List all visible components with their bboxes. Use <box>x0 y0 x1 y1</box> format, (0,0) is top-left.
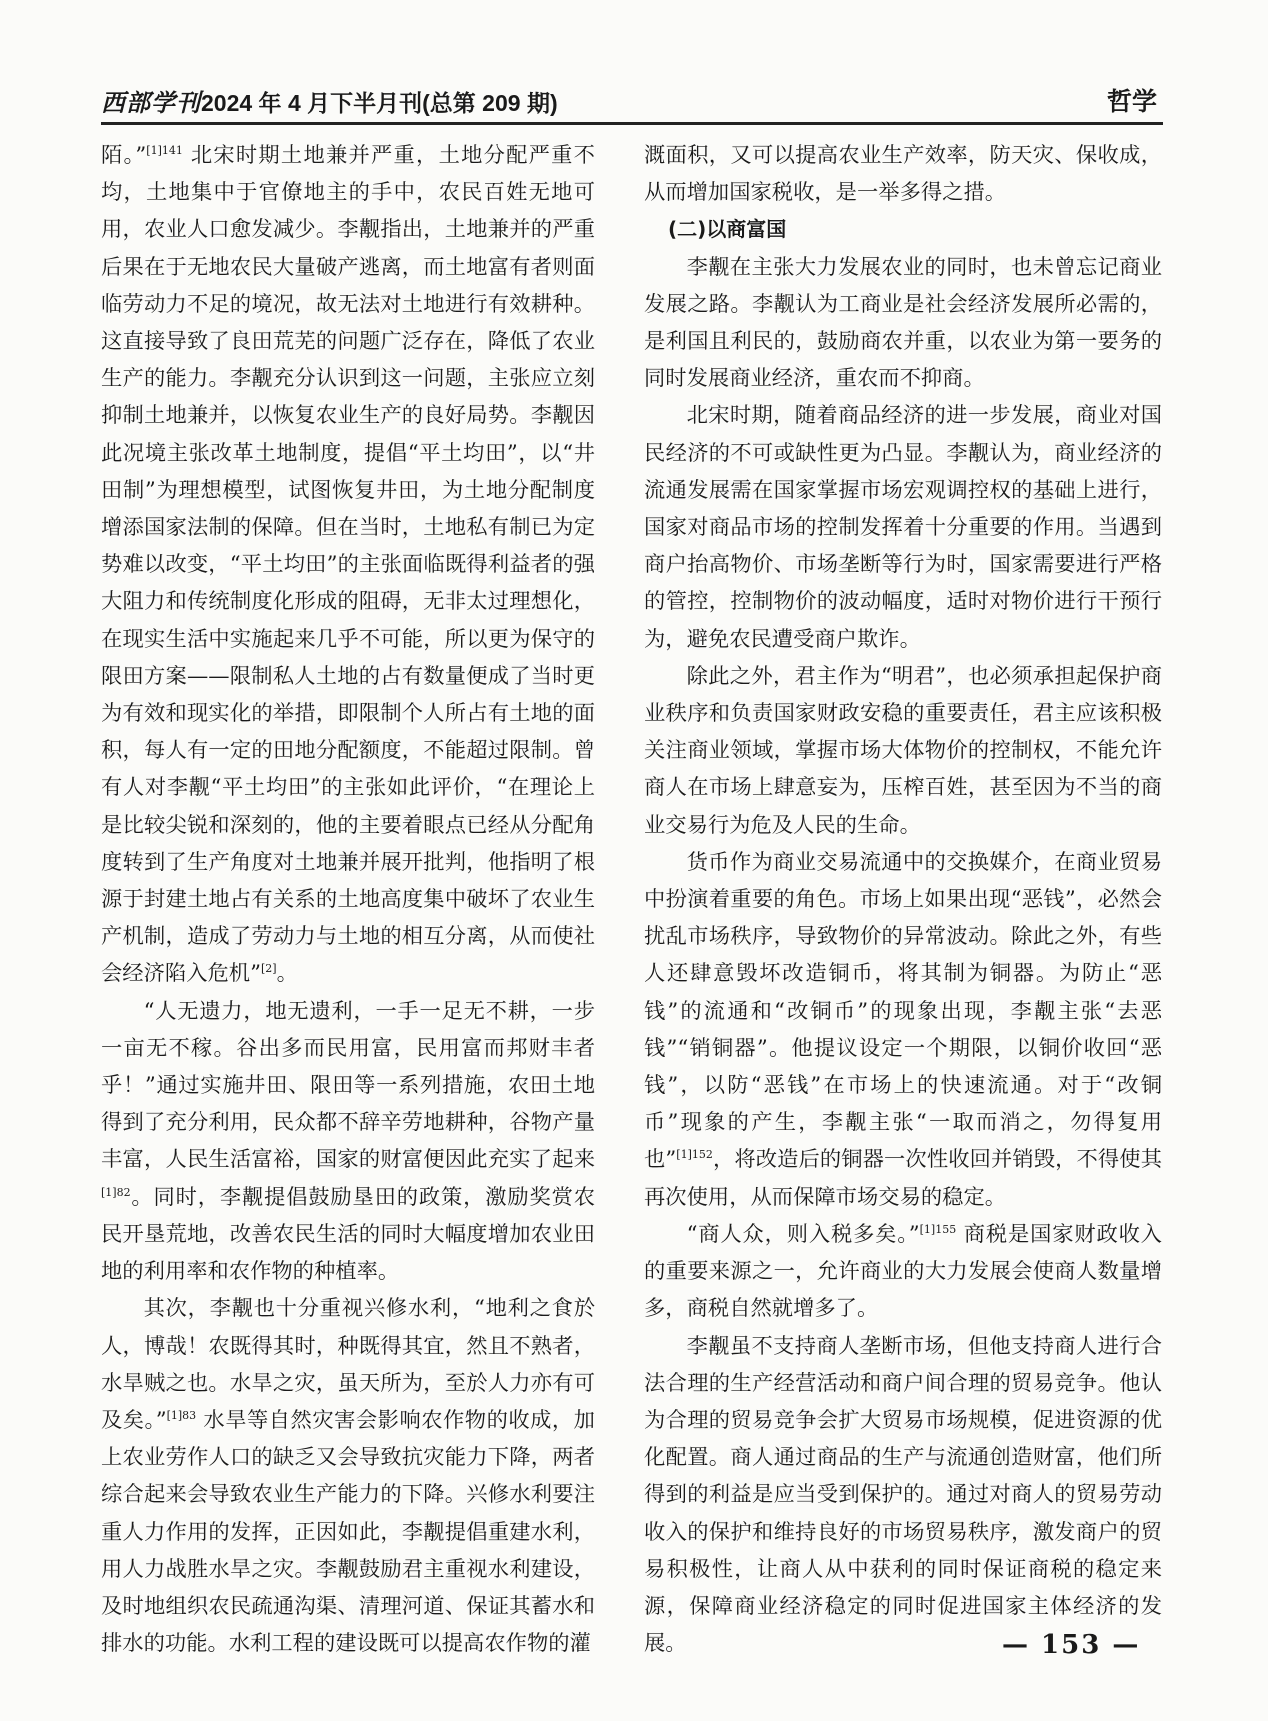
left-column <box>101 137 595 1662</box>
citation: [2] <box>260 962 277 976</box>
journal-name: 西部学刊 <box>101 88 201 117</box>
citation: [1]83 <box>166 1408 197 1422</box>
paragraph: 其次，李觏也十分重视兴修水利，“地利之食於人，博哉！农既得其时，种既得其宜，然且不熟者，水旱贼之也。水旱之灾，虽天所为，至於人力亦有可及矣。”$^{[1]83}$ 水旱等自然灾害会影响农作物的收成，加上农业劳作人口的缺乏又会导致抗灾能力下降，两者综合起来会导致农业生产能力的下降。兴修水利要注重人力作用的发挥，正因如此，李觏提倡重建水利，用人力战胜水旱之灾。李觏鼓励君主重视水利建设，及时地组织农民疏通沟渠、清理河道、保证其蓄水和排水的功能。水利工程的建设既可以提高农作物的灌 <box>101 1296 595 1657</box>
running-header <box>101 82 1163 125</box>
paragraph: 除此之外，君主作为“明君”，也必须承担起保护商业秩序和负责国家财政安稳的重要责任，君主应该积极关注商业领域，掌握市场大体物价的控制权，不能允许商人在市场上肆意妄为，压榨百姓，甚至因为不当的商业交易行为危及人民的生命。 <box>644 663 1162 838</box>
paragraph: 陌。”$^{[1]141}$ 北宋时期土地兼并严重，土地分配严重不均，土地集中于官僚地主的手中，农民百姓无地可用，农业人口愈发减少。李觏指出，土地兼并的严重后果在于无地农民大量破产逃离，而土地富有者则面临劳动力不足的境况，故无法对土地进行有效耕种。这直接导致了良田荒芜的问题广泛存在，降低了农业生产的能力。李觏充分认识到这一问题，主张应立刻抑制土地兼并，以恢复农业生产的良好局势。李觏因此况境主张改革土地制度，提倡“平土均田”，以“井田制”为理想模型，试图恢复井田，为土地分配制度增添国家法制的保障。但在当时，土地私有制已为定势难以改变，“平土均田”的主张面临既得利益者的强大阻力和传统制度化形成的阻碍，无非太过理想化，在现实生活中实施起来几乎不可能，所以更为保守的限田方案——限制私人土地的占有数量便成了当时更为有效和现实化的举措，即限制个人所占有土地的面积，每人有一定的田地分配额度，不能超过限制。曾有人对李觏“平土均田”的主张如此评价，“在理论上是比较尖锐和深刻的，他的主要着眼点已经从分配角度转到了生产角度对土地兼并展开批判，他指明了根源于封建土地占有关系的土地高度集中破坏了农业生产机制，造成了劳动力与土地的相互分离，从而使社会经济陷入危机”[2]。 <box>101 143 595 987</box>
paragraph: 北宋时期，随着商品经济的进一步发展，商业对国民经济的不可或缺性更为凸显。李觏认为，商业经济的流通发展需在国家掌握市场宏观调控权的基础上进行，国家对商品市场的控制发挥着十分重要的作用。当遇到商户抬高物价、市场垄断等行为时，国家需要进行严格的管控，控制物价的波动幅度，适时对物价进行干预行为，避免农民遭受商户欺诈。 <box>644 403 1162 652</box>
paragraph: “人无遗力，地无遗利，一手一足无不耕，一步一亩无不稼。谷出多而民用富，民用富而邦财丰者乎！”通过实施井田、限田等一系列措施，农田土地得到了充分利用，民众都不辞辛劳地耕种，谷物产量丰富，人民生活富裕，国家的财富便因此充实了起来$^{[1]82}$。同时，李觏提倡鼓励垦田的政策，激励奖赏农民开垦荒地，改善农民生活的同时大幅度增加农业田地的利用率和农作物的种植率。 <box>101 998 595 1285</box>
right-column <box>644 137 1162 1662</box>
paragraph: “商人众，则入税多矣。”$^{[1]155}$ 商税是国家财政收入的重要来源之一，允许商业的大力发展会使商人数量增多，商税自然就增多了。 <box>644 1221 1162 1322</box>
citation: [1]152 <box>676 1148 713 1162</box>
citation: [1]82 <box>101 1185 131 1199</box>
paragraph: 溉面积，又可以提高农业生产效率，防天灾、保收成，从而增加国家税收，是一举多得之措。 <box>644 143 1162 206</box>
section-heading: (二)以商富国 <box>668 217 787 242</box>
paragraph: 李觏在主张大力发展农业的同时，也未曾忘记商业发展之路。李觏认为工商业是社会经济发展所必需的，是利国且利民的，鼓励商农并重，以农业为第一要务的同时发展商业经济，重农而不抑商。 <box>644 254 1162 392</box>
section-label: 哲学 <box>1106 87 1157 116</box>
issue-info: 2024 年 4 月下半月刊(总第 209 期) <box>201 90 558 116</box>
citation: [1]141 <box>146 143 183 157</box>
citation: [1]155 <box>919 1222 957 1236</box>
page-number: — 153 — <box>1002 1630 1141 1660</box>
paragraph: 李觏虽不支持商人垄断市场，但他支持商人进行合法合理的生产经营活动和商户间合理的贸易竞争。他认为合理的贸易竞争会扩大贸易市场规模，促进资源的优化配置。商人通过商品的生产与流通创造财富，他们所得到的利益是应当受到保护的。通过对商人的贸易劳动收入的保护和维持良好的市场贸易秩序，激发商户的贸易积极性，让商人从中获利的同时保证商税的稳定来源，保障商业经济稳定的同时促进国家主体经济的发展。 <box>644 1333 1162 1657</box>
paragraph: 货币作为商业交易流通中的交换媒介，在商业贸易中扮演着重要的角色。市场上如果出现“恶钱”，必然会扰乱市场秩序，导致物价的异常波动。除此之外，有些人还肆意毁坏改造铜币，将其制为铜器。为防止“恶钱”的流通和“改铜币”的现象出现，李觏主张“去恶钱”“销铜器”。他提议设定一个期限，以铜价收回“恶钱”，以防“恶钱”在市场上的快速流通。对于“改铜币”现象的产生，李觏主张“一取而消之，勿得复用也”$^{[1]152}$，将改造后的铜器一次性收回并销毁，不得使其再次使用，从而保障市场交易的稳定。 <box>644 849 1162 1210</box>
